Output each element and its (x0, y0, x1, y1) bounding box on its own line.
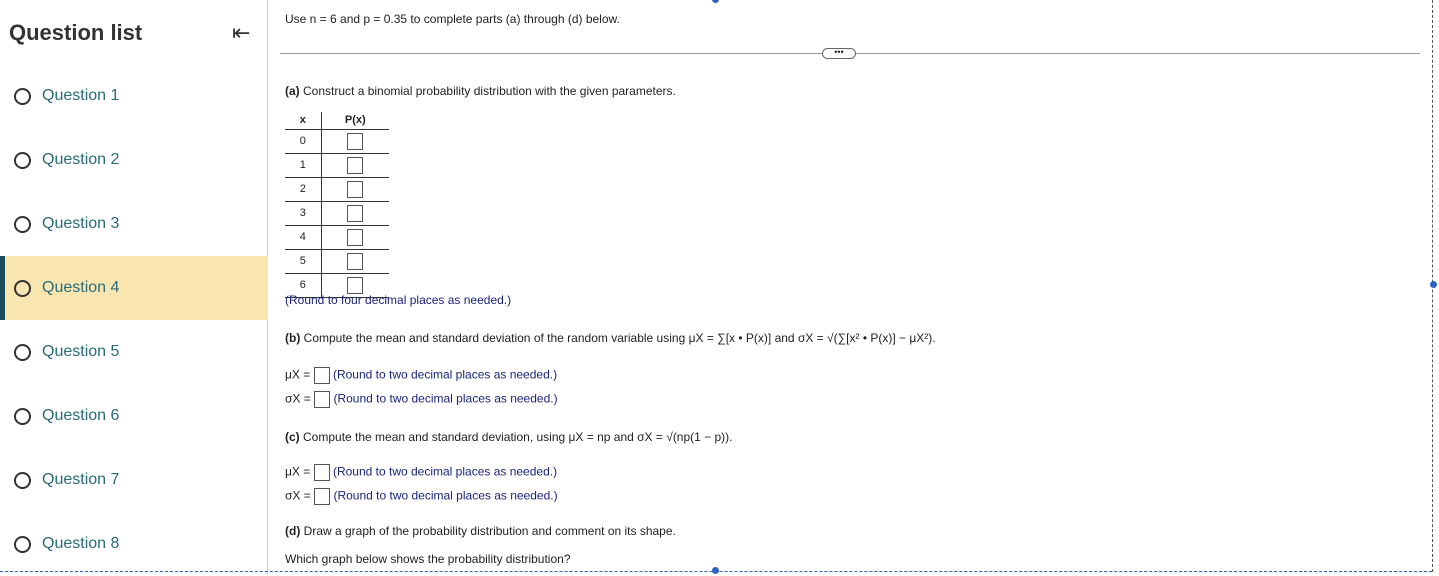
radio-icon (14, 344, 31, 361)
x-value: 2 (285, 177, 321, 201)
part-d-label: (d) (285, 524, 301, 538)
question-label: Question 5 (42, 343, 120, 360)
question-item-1[interactable] (0, 64, 268, 128)
x-value: 5 (285, 249, 321, 273)
question-item-2[interactable] (0, 128, 268, 192)
question-item-4[interactable] (0, 256, 268, 320)
sd-b-input[interactable] (314, 391, 330, 408)
table-row (285, 249, 389, 273)
part-a-label: (a) (285, 84, 300, 98)
question-item-8[interactable] (0, 512, 268, 576)
question-label: Question 3 (42, 215, 120, 232)
part-d-question: Which graph below shows the probability distribution? (285, 552, 571, 566)
table-row (285, 129, 389, 153)
probability-table (285, 112, 389, 298)
part-a-text: Construct a binomial probability distribution with the given parameters. (299, 84, 676, 98)
question-label: Question 1 (42, 87, 120, 104)
resize-handle[interactable] (712, 0, 719, 3)
mean-b-input[interactable] (314, 367, 330, 384)
question-label: Question 7 (42, 471, 120, 488)
px-input[interactable] (347, 205, 363, 222)
mean-b-note: (Round to two decimal places as needed.) (332, 367, 558, 382)
part-b-mean-row (285, 367, 557, 384)
x-value: 3 (285, 201, 321, 225)
part-a-prompt (285, 84, 676, 98)
mu-label: μX = (285, 367, 311, 382)
question-label: Question 2 (42, 151, 120, 168)
sidebar-title: Question list (9, 20, 143, 45)
x-value: 4 (285, 225, 321, 249)
x-value: 0 (285, 129, 321, 153)
radio-icon (14, 536, 31, 553)
table-row (285, 201, 389, 225)
table-row (285, 177, 389, 201)
more-button[interactable]: ••• (822, 48, 856, 59)
table-row (285, 153, 389, 177)
col-px: P(x) (321, 112, 389, 129)
mu-label: μX = (285, 464, 311, 479)
px-input[interactable] (347, 253, 363, 270)
question-item-6[interactable] (0, 384, 268, 448)
question-label: Question 8 (42, 535, 120, 552)
x-value: 1 (285, 153, 321, 177)
sd-c-input[interactable] (314, 488, 330, 505)
radio-icon (14, 280, 31, 297)
problem-intro: Use n = 6 and p = 0.35 to complete parts (a) through (d) below. (285, 12, 620, 26)
px-input[interactable] (347, 133, 363, 150)
radio-icon (14, 216, 31, 233)
px-input[interactable] (347, 229, 363, 246)
sigma-label: σX = (285, 391, 311, 406)
x-value: 6 (285, 273, 321, 297)
question-label: Question 4 (42, 279, 120, 296)
radio-icon (14, 408, 31, 425)
question-list-sidebar (0, 0, 268, 574)
mean-c-input[interactable] (314, 464, 330, 481)
part-d-text: Draw a graph of the probability distribution and comment on its shape. (300, 524, 676, 538)
px-input[interactable] (347, 181, 363, 198)
question-label: Question 6 (42, 407, 120, 424)
px-input[interactable] (347, 157, 363, 174)
radio-icon (14, 88, 31, 105)
resize-handle[interactable] (712, 567, 719, 574)
table-row (285, 225, 389, 249)
part-c-text: Compute the mean and standard deviation, using μX = np and σX = √(np(1 − p)). (299, 430, 733, 444)
sd-c-note: (Round to two decimal places as needed.) (333, 488, 558, 503)
part-a-note: (Round to four decimal places as needed.) (285, 293, 512, 307)
sd-b-note: (Round to two decimal places as needed.) (333, 391, 558, 406)
col-x: x (285, 112, 321, 129)
part-c-mean-row (285, 464, 557, 481)
part-c-prompt (285, 430, 733, 444)
part-c-sd-row (285, 488, 558, 505)
part-b-prompt (285, 331, 936, 345)
part-c-label: (c) (285, 430, 300, 444)
collapse-left-icon[interactable]: ⇤ (232, 20, 251, 45)
mean-c-note: (Round to two decimal places as needed.) (332, 464, 558, 479)
question-item-5[interactable] (0, 320, 268, 384)
part-d-prompt (285, 524, 676, 538)
part-b-text: Compute the mean and standard deviation of the random variable using μX = ∑[x • P(x)] and σX = √(∑[x² • P(x)] − μX²). (300, 331, 936, 345)
question-item-3[interactable] (0, 192, 268, 256)
part-b-sd-row (285, 391, 558, 408)
radio-icon (14, 472, 31, 489)
px-input[interactable] (347, 277, 363, 294)
sigma-label: σX = (285, 488, 311, 503)
part-b-label: (b) (285, 331, 301, 345)
resize-handle[interactable] (1430, 281, 1437, 288)
radio-icon (14, 152, 31, 169)
question-item-7[interactable] (0, 448, 268, 512)
